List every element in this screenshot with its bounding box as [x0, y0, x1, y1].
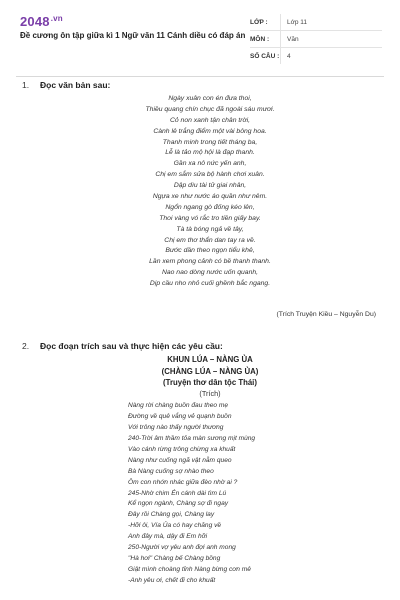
poem-line: 245-Nhờ chim Én cánh dài tìm Lú	[128, 489, 227, 497]
meta-table	[250, 14, 382, 64]
poem-line: Đây rồi Chàng gọi, Chàng lay	[128, 511, 215, 519]
poem-line: Cỏ non xanh tận chân trời,	[169, 116, 251, 124]
poem-line: Bà Nàng cuống sợ nhào theo	[128, 467, 214, 475]
poem-credit: (Trích Truyện Kiều – Nguyễn Du)	[276, 311, 376, 318]
meta-value: Lớp 11	[280, 14, 382, 30]
poem-line: 240-Trời âm thầm tỏa màn sương mịt mùng	[128, 434, 256, 442]
poem-line: Thiều quang chín chục đã ngoài sáu mươi.	[145, 105, 275, 113]
meta-row-subject	[250, 31, 382, 48]
meta-value: 4	[280, 48, 382, 64]
poem-line: Lần xem phong cảnh có bề thanh thanh.	[149, 258, 271, 266]
poem-line: Cành lê trắng điểm một vài bông hoa.	[153, 127, 267, 135]
poem-line: Giật mình choàng tỉnh Nàng bừng cơn mê	[128, 566, 251, 574]
poem-line: Nàng như cuống ngã vật nằm queo	[128, 456, 232, 464]
poem-line: Ngổn ngang gò đống kéo lên,	[165, 203, 255, 211]
meta-label: SỐ CÂU :	[250, 52, 280, 60]
meta-label: MÔN :	[250, 35, 270, 43]
document-header	[0, 0, 400, 68]
poem-line: Tà tà bóng ngả về tây,	[176, 225, 244, 233]
poem-line: Ngày xuân con én đưa thoi,	[168, 95, 252, 102]
poem-line: 250-Người vợ yêu anh đợi anh mong	[128, 544, 236, 552]
poem-line: Dập dìu tài tử giai nhân,	[173, 182, 247, 190]
poem-line: Thoi vàng vó rắc tro tiền giấy bay.	[159, 214, 261, 222]
page-title: Đề cương ôn tập giữa kì 1 Ngữ văn 11 Cánh diều có đáp án	[20, 31, 246, 40]
excerpt-heading	[40, 354, 380, 399]
poem-line: Chị em sắm sửa bộ hành chơi xuân.	[155, 171, 265, 179]
excerpt-subtitle: (CHÀNG LÚA – NÀNG ỦA)	[161, 366, 259, 376]
question-title: Đọc văn bản sau:	[40, 80, 111, 90]
poem-line: Nàng rời chàng buồn đau theo mẹ	[128, 402, 229, 409]
excerpt-note: (Trích)	[199, 388, 221, 398]
question-title: Đọc đoạn trích sau và thực hiện các yêu cầu:	[40, 341, 223, 351]
poem-line: Gần xa nô nức yến anh,	[173, 160, 247, 168]
poem-line: Ôm con nhớn nhác giữa đèo nhờ ai ?	[128, 478, 238, 486]
poem-line: Kể ngọn ngành, Chàng sợ đi ngay	[128, 500, 229, 508]
poem-line: Ngựa xe như nước áo quần như nêm.	[152, 193, 268, 201]
poem-excerpt	[40, 94, 380, 318]
meta-label: LỚP :	[250, 18, 268, 26]
poem-line: Vào cánh rừng trông chừng xa khuất	[128, 445, 236, 453]
poem-line: Chị em thơ thẩn dan tay ra về.	[164, 236, 256, 244]
poem-line: "Hà hơi" Chàng bế Chàng bồng	[128, 555, 221, 563]
logo-tld: .vn	[50, 14, 63, 23]
excerpt-genre: (Truyện thơ dân tộc Thái)	[163, 378, 257, 387]
question-number: 2.	[22, 341, 30, 351]
poem-excerpt	[128, 401, 255, 587]
poem-line: Lễ là tảo mộ hội là đạp thanh.	[165, 149, 255, 157]
poem-line: -Hỡi ôi, Vía Ủa có hay chăng về	[128, 522, 222, 530]
poem-line: Với trông nào thấy người thương	[128, 423, 224, 431]
question-number: 1.	[22, 80, 30, 90]
header-divider	[16, 76, 384, 77]
poem-line: Đường về quê vắng vẻ quạnh buồn	[128, 412, 232, 420]
poem-line: -Anh yêu ơi, chết đi cho khuất	[128, 577, 216, 584]
logo-text: 2048	[20, 14, 50, 29]
meta-row-class	[250, 14, 382, 31]
poem-line: Nao nao dòng nước uốn quanh,	[161, 269, 259, 277]
poem-line: Dịp cầu nho nhỏ cuối ghềnh bắc ngang.	[149, 280, 271, 288]
poem-line: Bước dần theo ngọn tiểu khê,	[165, 247, 255, 255]
meta-row-question-count	[250, 48, 382, 64]
site-logo[interactable]	[20, 14, 63, 29]
poem-line: Anh đây mà, dậy đi Em hỡi	[128, 533, 208, 541]
excerpt-title: KHUN LÚA – NÀNG ỦA	[167, 355, 253, 364]
meta-value: Văn	[280, 31, 382, 47]
poem-line: Thanh minh trong tiết tháng ba,	[162, 138, 258, 146]
